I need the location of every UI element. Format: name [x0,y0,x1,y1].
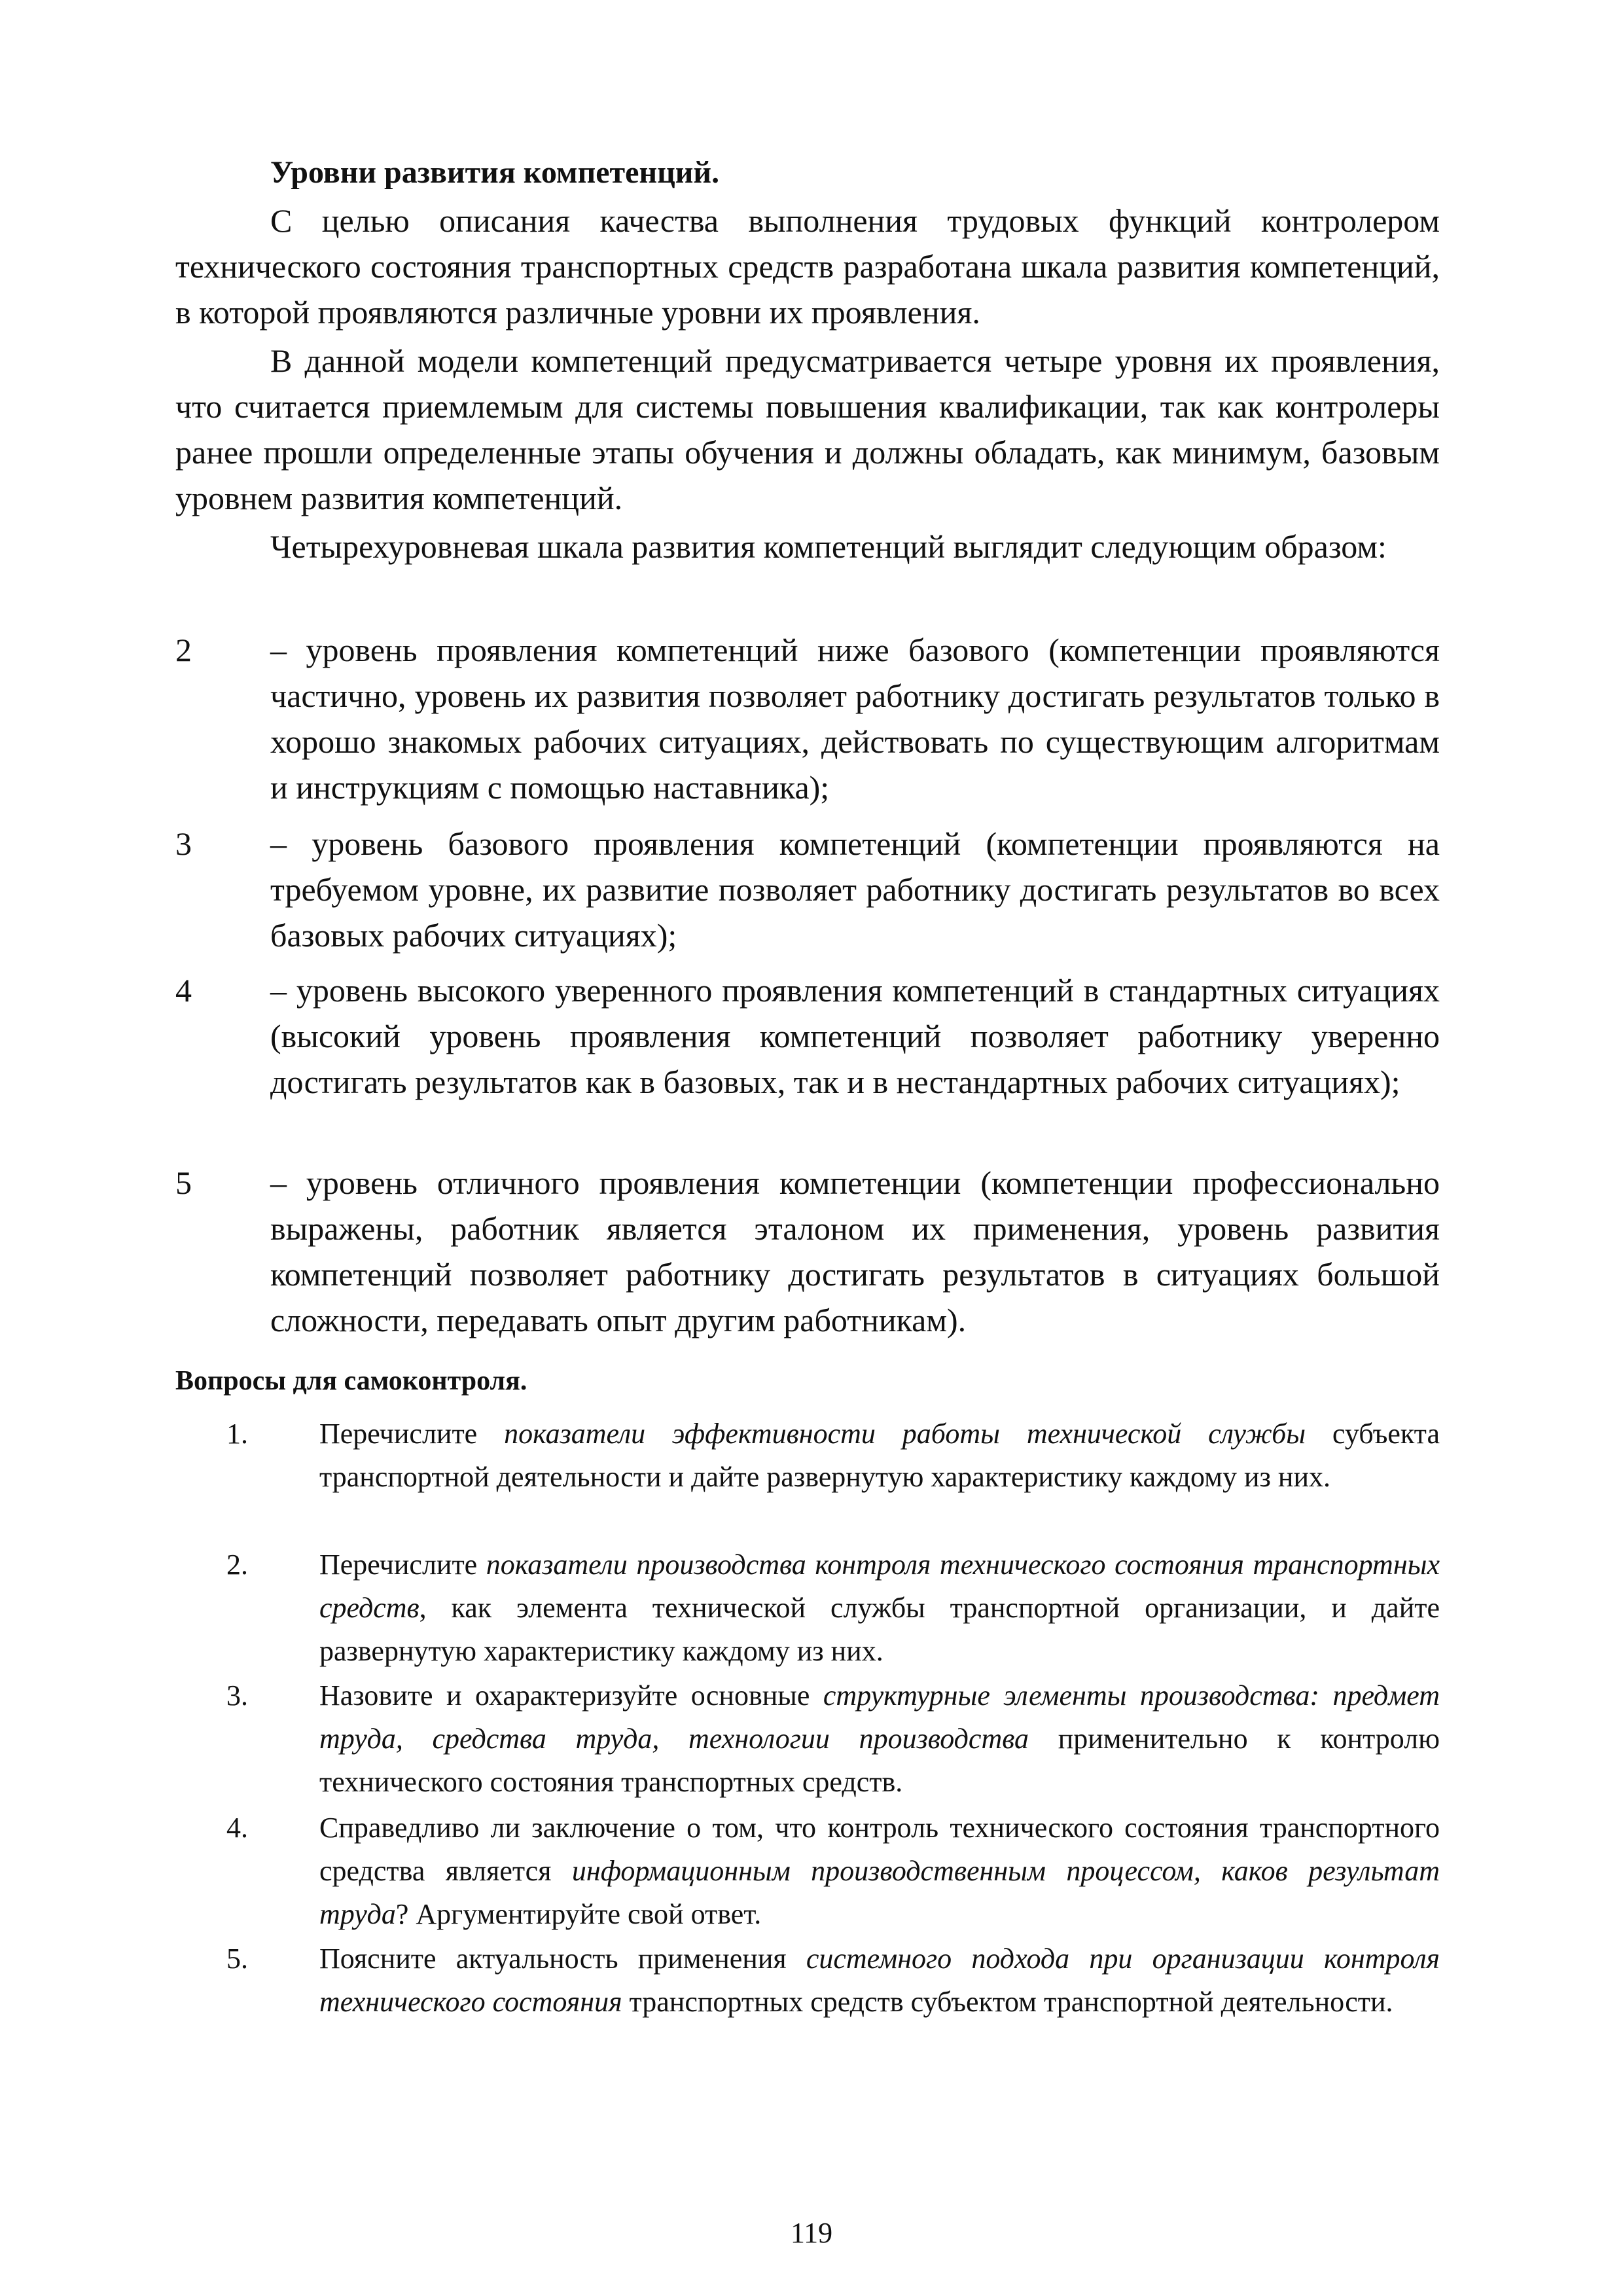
question-number: 2. [226,1549,248,1581]
question-emphasis: системного подхода при организации контроля технического состояния [319,1943,1440,2018]
question-emphasis: показатели производства контроля технического состояния транспортных средств [319,1549,1440,1624]
question-text: Перечислите показатели производства контроля технического состояния транспортных средств, как элемента технической службы транспортной организации, и дайте развернутую характеристику каждому из них. [319,1549,1440,1667]
question-text: Перечислите показатели эффективности работы технической службы субъекта транспортной деятельности и дайте развернутую характеристику каждому из них. [319,1418,1440,1493]
question-number: 5. [226,1943,248,1975]
paragraph-3: Четырехуровневая шкала развития компетенций выглядит следующим образом: [270,528,1387,565]
question-emphasis: структурные элементы производства: предмет труда, средства труда, технологии производства [319,1679,1440,1755]
level-number: 4 [175,972,192,1009]
level-item [175,967,1440,1105]
question-number: 4. [226,1812,248,1844]
level-text: – уровень проявления компетенций ниже базового (компетенции проявляются частично, уровень их развития позволяет работнику достигать результатов только в хорошо знакомых рабочих ситуациях, действовать по существующим алгоритмам и инструкциям с помощью наставника); [270,632,1440,806]
question-emphasis: показатели эффективности работы технической службы [504,1418,1306,1450]
page-number: 119 [790,2217,833,2249]
section-title: Уровни развития компетенций. [270,155,720,190]
level-number: 3 [175,825,192,862]
level-number: 2 [175,632,192,668]
level-text: – уровень отличного проявления компетенции (компетенции профессионально выражены, работник является эталоном их применения, уровень развития компетенций позволяет работнику достигать результатов в ситуациях большой сложности, передавать опыт другим работникам). [270,1164,1440,1338]
question-item [175,1412,1440,1499]
questions-title: Вопросы для самоконтроля. [175,1366,527,1396]
paragraph-2: В данной модели компетенций предусматривается четыре уровня их проявления, что считается приемлемым для системы повышения квалификации, так как контролеры ранее прошли определенные этапы обучения и должны обладать, как минимум, базовым уровнем развития компетенций. [175,342,1440,516]
level-number: 5 [175,1164,192,1201]
question-number: 3. [226,1679,248,1712]
level-item [175,1160,1440,1343]
question-text: Справедливо ли заключение о том, что контроль технического состояния транспортного средства является информационным производственным процессом, каков результат труда? Аргументируйте свой ответ. [319,1812,1440,1930]
question-emphasis: информационным производственным процессом, каков результат труда [319,1855,1440,1930]
question-text: Поясните актуальность применения системного подхода при организации контроля технического состояния транспортных средств субъектом транспортной деятельности. [319,1943,1440,2018]
level-text: – уровень базового проявления компетенций (компетенции проявляются на требуемом уровне, их развитие позволяет работнику достигать результатов во всех базовых рабочих ситуациях); [270,825,1440,954]
question-item [175,1543,1440,1673]
question-text: Назовите и охарактеризуйте основные структурные элементы производства: предмет труда, средства труда, технологии производства применительно к контролю технического состояния транспортных средств. [319,1679,1440,1798]
question-number: 1. [226,1418,248,1450]
question-item [175,1806,1440,1936]
level-text: – уровень высокого уверенного проявления компетенций в стандартных ситуациях (высокий уровень проявления компетенций позволяет работнику уверенно достигать результатов как в базовых, так и в нестандартных рабочих ситуациях); [270,972,1440,1100]
paragraph-1: С целью описания качества выполнения трудовых функций контролером технического состояния транспортных средств разработана шкала развития компетенций, в которой проявляются различные уровни их проявления. [175,202,1440,331]
level-item [175,627,1440,810]
level-item [175,821,1440,958]
question-item [175,1674,1440,1804]
question-item [175,1937,1440,2024]
